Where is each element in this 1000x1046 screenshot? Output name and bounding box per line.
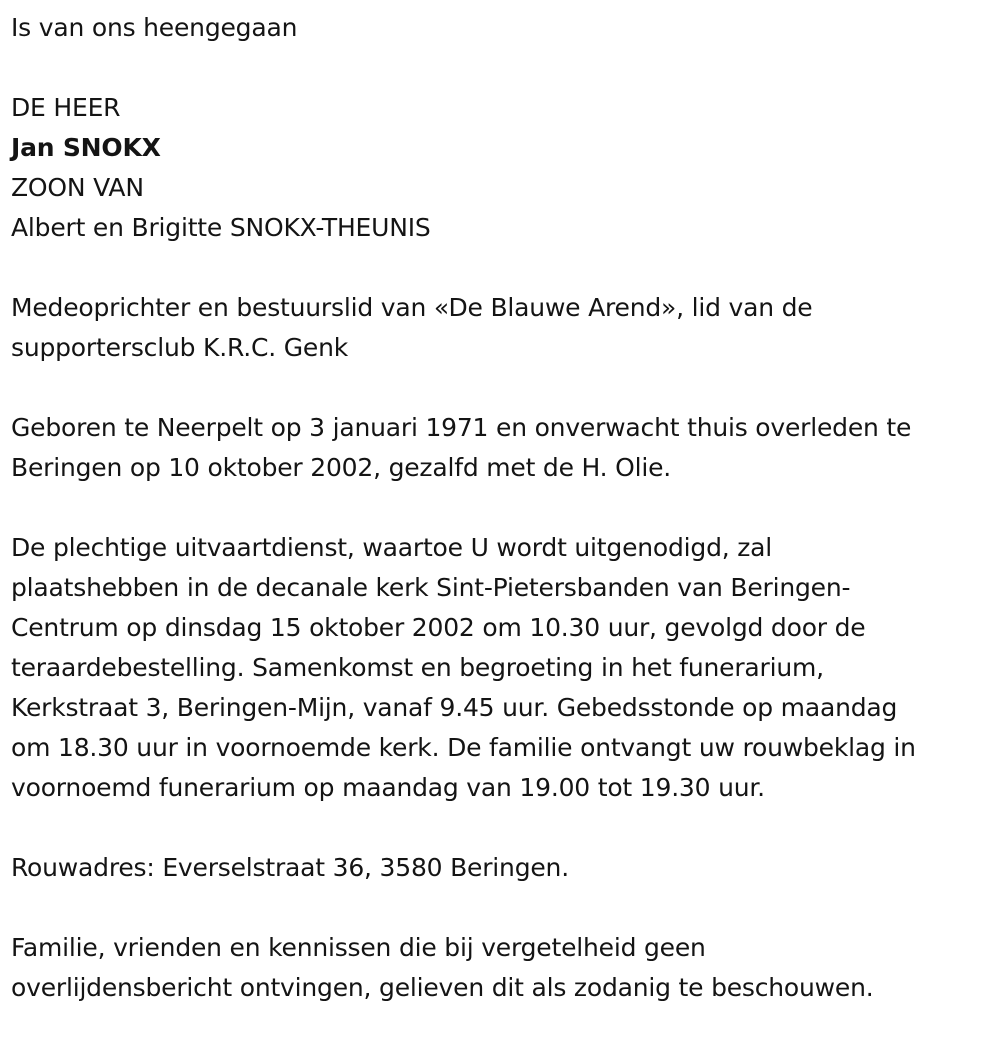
- ceremony-line: om 18.30 uur in voornoemde kerk. De familie ontvangt uw rouwbeklag in: [11, 733, 916, 762]
- closing-line: Familie, vrienden en kennissen die bij vergetelheid geen: [11, 933, 706, 962]
- ceremony-line: De plechtige uitvaartdienst, waartoe U wordt uitgenodigd, zal: [11, 533, 773, 562]
- closing-paragraph: [11, 928, 1000, 1008]
- ceremony-line: voornoemd funerarium op maandag van 19.00 tot 19.30 uur.: [11, 773, 765, 802]
- address-paragraph: [11, 848, 1000, 888]
- birth-death-line: Geboren te Neerpelt op 3 januari 1971 en onverwacht thuis overleden te: [11, 413, 912, 442]
- name-block: [11, 88, 1000, 248]
- birth-death-paragraph: [11, 408, 1000, 488]
- parents-names: Albert en Brigitte SNOKX-THEUNIS: [11, 213, 431, 242]
- mourning-address: Rouwadres: Everselstraat 36, 3580 Beringen.: [11, 853, 569, 882]
- ceremony-line: Kerkstraat 3, Beringen-Mijn, vanaf 9.45 uur. Gebedsstonde op maandag: [11, 693, 898, 722]
- affiliation-line: Medeoprichter en bestuurslid van «De Blauwe Arend», lid van de: [11, 293, 813, 322]
- intro-paragraph: [11, 8, 1000, 48]
- affiliation-paragraph: [11, 288, 1000, 368]
- ceremony-line: plaatshebben in de decanale kerk Sint-Pietersbanden van Beringen-: [11, 573, 851, 602]
- ceremony-line: teraardebestelling. Samenkomst en begroeting in het funerarium,: [11, 653, 824, 682]
- honorific-title: DE HEER: [11, 93, 121, 122]
- deceased-name: Jan SNOKX: [11, 133, 161, 162]
- closing-line: overlijdensbericht ontvingen, gelieven dit als zodanig te beschouwen.: [11, 973, 874, 1002]
- relation-label: ZOON VAN: [11, 173, 144, 202]
- intro-text: Is van ons heengegaan: [11, 13, 298, 42]
- birth-death-line: Beringen op 10 oktober 2002, gezalfd met de H. Olie.: [11, 453, 672, 482]
- ceremony-paragraph: [11, 528, 1000, 808]
- affiliation-line: supportersclub K.R.C. Genk: [11, 333, 349, 362]
- ceremony-line: Centrum op dinsdag 15 oktober 2002 om 10.30 uur, gevolgd door de: [11, 613, 866, 642]
